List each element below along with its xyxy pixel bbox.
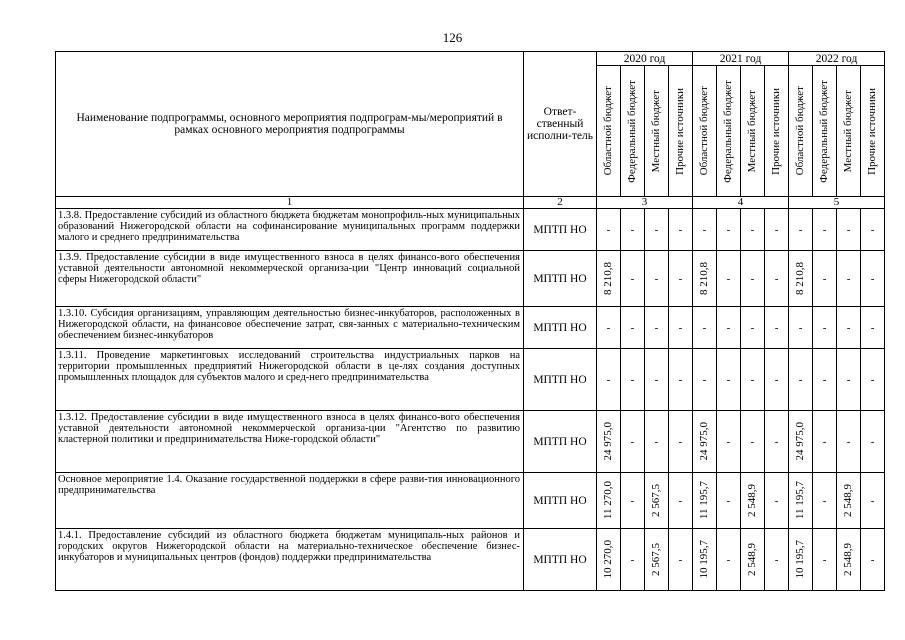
- budget-value-cell: [765, 349, 789, 411]
- column-number: 2: [524, 197, 597, 209]
- page-number: 126: [442, 30, 463, 45]
- budget-value-cell: [837, 529, 861, 591]
- executor-cell: МПТП НО: [524, 251, 597, 307]
- budget-value: -: [774, 321, 779, 334]
- budget-value-cell: [765, 251, 789, 307]
- budget-value: 11 195,7: [698, 481, 711, 520]
- budget-value: 24 975,0: [698, 422, 711, 461]
- budget-type-label: Федеральный бюджет: [722, 79, 735, 183]
- table-row: [56, 411, 885, 473]
- budget-value-cell: [765, 209, 789, 251]
- name-column-header: Наименование подпрограммы, основного мероприятия подпрограм-мы/мероприятий в рамках основного мероприятия подпрограммы: [56, 52, 524, 197]
- year-header-2021: 2021 год: [693, 52, 789, 66]
- budget-value: 8 210,8: [698, 262, 711, 295]
- budget-value-cell: [861, 209, 885, 251]
- budget-value-cell: [693, 411, 717, 473]
- budget-type-label: Местный бюджет: [746, 89, 759, 173]
- budget-value-cell: [789, 349, 813, 411]
- budget-value: -: [846, 321, 851, 334]
- budget-value-cell: [717, 529, 741, 591]
- table-row: [56, 529, 885, 591]
- budget-value: 10 270,0: [602, 540, 614, 579]
- budget-value: -: [846, 435, 851, 448]
- budget-value-cell: [837, 349, 861, 411]
- budget-value: -: [702, 223, 707, 236]
- budget-value: -: [654, 435, 659, 448]
- budget-value-cell: [621, 473, 645, 529]
- budget-value: -: [606, 321, 611, 334]
- budget-value-cell: [717, 411, 741, 473]
- budget-value-cell: [813, 473, 837, 529]
- budget-value: -: [870, 494, 875, 507]
- budget-value: 8 210,8: [602, 262, 614, 295]
- budget-value: -: [726, 223, 731, 236]
- budget-value-cell: [861, 307, 885, 349]
- budget-type-label: Местный бюджет: [650, 89, 662, 173]
- budget-type-label: Областной бюджет: [602, 86, 614, 176]
- table-row: [56, 251, 885, 307]
- budget-value: -: [846, 272, 851, 285]
- budget-value-cell: [765, 307, 789, 349]
- budget-value-cell: [669, 209, 693, 251]
- budget-value-cell: [765, 411, 789, 473]
- budget-value: -: [870, 435, 875, 448]
- column-number: 5: [789, 197, 885, 209]
- budget-value: -: [654, 272, 659, 285]
- budget-value: -: [870, 553, 875, 566]
- budget-value: -: [654, 223, 659, 236]
- budget-value-cell: [717, 209, 741, 251]
- budget-value-cell: [645, 209, 669, 251]
- budget-value-cell: [837, 209, 861, 251]
- budget-value: -: [822, 272, 827, 285]
- budget-value-cell: [837, 411, 861, 473]
- executor-column-header: Ответ-ственный исполни-тель: [524, 52, 597, 197]
- budget-value: 24 975,0: [602, 422, 614, 461]
- budget-value-cell: [621, 529, 645, 591]
- measure-name: 1.4.1. Предоставление субсидий из областного бюджета бюджетам муниципаль-ных районов и городских округов Нижегородской области на материально-техническое обеспечение бизнес-инкубаторов и муниципальных центров (фондов) поддержки предпринимательства: [56, 529, 524, 591]
- budget-value-cell: [645, 307, 669, 349]
- budget-value-cell: [813, 411, 837, 473]
- budget-value: 24 975,0: [794, 422, 807, 461]
- budget-value-cell: [741, 307, 765, 349]
- budget-value: 2 548,9: [746, 484, 759, 517]
- budget-value: -: [822, 321, 827, 334]
- budget-value: -: [822, 223, 827, 236]
- budget-value-cell: [693, 209, 717, 251]
- budget-value-cell: [645, 349, 669, 411]
- column-number: 1: [56, 197, 524, 209]
- budget-value-cell: [741, 251, 765, 307]
- budget-value-cell: [597, 529, 621, 591]
- budget-type-header: [669, 66, 693, 197]
- budget-value: 2 548,9: [842, 543, 855, 576]
- budget-value: -: [774, 272, 779, 285]
- budget-value: -: [726, 373, 731, 386]
- budget-value-cell: [669, 349, 693, 411]
- executor-cell: МПТП НО: [524, 349, 597, 411]
- budget-value: -: [654, 373, 659, 386]
- budget-value: 2 567,5: [650, 543, 662, 576]
- budget-value-cell: [789, 473, 813, 529]
- executor-cell: МПТП НО: [524, 473, 597, 529]
- budget-value: -: [630, 435, 635, 448]
- table-row: [56, 307, 885, 349]
- budget-value-cell: [789, 307, 813, 349]
- budget-type-header: [693, 66, 717, 197]
- budget-value-cell: [621, 411, 645, 473]
- budget-value: -: [750, 223, 755, 236]
- budget-value: -: [750, 272, 755, 285]
- budget-value-cell: [645, 473, 669, 529]
- budget-value: 10 195,7: [698, 540, 711, 579]
- budget-value: -: [846, 223, 851, 236]
- budget-value: -: [630, 494, 635, 507]
- budget-value: -: [678, 223, 683, 236]
- budget-value-cell: [669, 411, 693, 473]
- budget-value: -: [678, 435, 683, 448]
- budget-value: 8 210,8: [794, 262, 807, 295]
- measure-name: 1.3.8. Предоставление субсидий из областного бюджета бюджетам монопрофиль-ных муниципальных образований Нижегородской области на софинансирование муниципальных программ поддержки малого и среднего предпринимательства: [56, 209, 524, 251]
- budget-value-cell: [693, 349, 717, 411]
- budget-value: -: [750, 321, 755, 334]
- budget-value-cell: [741, 209, 765, 251]
- budget-value-cell: [741, 473, 765, 529]
- budget-value: -: [822, 553, 827, 566]
- budget-value-cell: [813, 307, 837, 349]
- budget-value: -: [678, 272, 683, 285]
- budget-value-cell: [645, 411, 669, 473]
- budget-value: -: [774, 435, 779, 448]
- budget-value-cell: [597, 251, 621, 307]
- budget-value: -: [798, 373, 803, 386]
- budget-value: -: [774, 373, 779, 386]
- budget-value: -: [726, 272, 731, 285]
- budget-value-cell: [861, 349, 885, 411]
- budget-value: 11 195,7: [794, 481, 807, 520]
- budget-value-cell: [861, 411, 885, 473]
- budget-type-header: [621, 66, 645, 197]
- budget-value-cell: [813, 251, 837, 307]
- budget-type-label: Прочие источники: [770, 87, 783, 175]
- budget-value-cell: [813, 349, 837, 411]
- column-number-row: [56, 197, 885, 209]
- budget-type-header: [837, 66, 861, 197]
- budget-value-cell: [669, 529, 693, 591]
- budget-value: -: [798, 223, 803, 236]
- budget-value: -: [726, 553, 731, 566]
- budget-type-header: [861, 66, 885, 197]
- budget-value-cell: [597, 349, 621, 411]
- budget-value-cell: [597, 209, 621, 251]
- budget-value: -: [630, 272, 635, 285]
- budget-value: -: [726, 494, 731, 507]
- budget-value-cell: [861, 251, 885, 307]
- column-number: 3: [597, 197, 693, 209]
- budget-value: -: [630, 223, 635, 236]
- measure-name: Основное мероприятие 1.4. Оказание государственной поддержки в сфере разви-тия инновационного предпринимательства: [56, 473, 524, 529]
- budget-type-header: [717, 66, 741, 197]
- budget-value-cell: [789, 411, 813, 473]
- budget-value: 10 195,7: [794, 540, 807, 579]
- budget-value-cell: [597, 473, 621, 529]
- budget-value: 2 548,9: [842, 484, 855, 517]
- budget-value: 2 567,5: [650, 484, 662, 517]
- budget-value: -: [678, 373, 683, 386]
- budget-value-cell: [861, 473, 885, 529]
- budget-value: -: [870, 223, 875, 236]
- measure-name: 1.3.12. Предоставление субсидии в виде имущественного взноса в целях финансо-вого обеспечения уставной деятельности автономной некоммерческой организа-ции "Агентство по развитию кластерной политики и предпринимательства Ниже-городской области": [56, 411, 524, 473]
- budget-value-cell: [597, 411, 621, 473]
- budget-value-cell: [789, 251, 813, 307]
- budget-value-cell: [861, 529, 885, 591]
- budget-value-cell: [837, 473, 861, 529]
- budget-value-cell: [837, 251, 861, 307]
- budget-value-cell: [741, 529, 765, 591]
- budget-value-cell: [813, 209, 837, 251]
- budget-type-header: [741, 66, 765, 197]
- budget-value-cell: [717, 251, 741, 307]
- budget-type-label: Областной бюджет: [698, 86, 711, 176]
- budget-value: -: [846, 373, 851, 386]
- budget-value: -: [678, 494, 683, 507]
- budget-type-label: Прочие источники: [866, 87, 879, 175]
- budget-value-cell: [789, 209, 813, 251]
- budget-type-header: [765, 66, 789, 197]
- column-number: 4: [693, 197, 789, 209]
- executor-cell: МПТП НО: [524, 209, 597, 251]
- budget-type-label: Федеральный бюджет: [626, 79, 638, 183]
- budget-value-cell: [693, 251, 717, 307]
- budget-value-cell: [741, 349, 765, 411]
- executor-cell: МПТП НО: [524, 411, 597, 473]
- budget-type-header: [813, 66, 837, 197]
- budget-value: 11 270,0: [602, 481, 614, 520]
- budget-type-label: Федеральный бюджет: [818, 79, 831, 183]
- table-body: [56, 209, 885, 591]
- budget-value: -: [726, 435, 731, 448]
- budget-value: -: [822, 373, 827, 386]
- budget-value-cell: [693, 473, 717, 529]
- measure-name: 1.3.11. Проведение маркетинговых исследований строительства индустриальных парков на территории промышленных предприятий Нижегородской области в це-лях создания доступных промышленных площадок для субъектов малого и сред-него предпринимательства: [56, 349, 524, 411]
- budget-value: -: [774, 223, 779, 236]
- measure-name: 1.3.9. Предоставление субсидии в виде имущественного взноса в целях финансо-вого обеспечения уставной деятельности автономной некоммерческой организа-ции "Центр инноваций социальной сферы Нижегородской области": [56, 251, 524, 307]
- budget-table: [55, 51, 885, 591]
- budget-value: -: [822, 435, 827, 448]
- budget-value: -: [774, 494, 779, 507]
- budget-value: -: [870, 321, 875, 334]
- table-row: [56, 473, 885, 529]
- budget-value-cell: [621, 251, 645, 307]
- budget-value: -: [630, 321, 635, 334]
- budget-value-cell: [741, 411, 765, 473]
- budget-type-header: [645, 66, 669, 197]
- budget-value: -: [798, 321, 803, 334]
- budget-value: -: [678, 321, 683, 334]
- budget-value: -: [630, 553, 635, 566]
- budget-value: -: [750, 435, 755, 448]
- budget-value: -: [870, 373, 875, 386]
- table-row: [56, 349, 885, 411]
- budget-value-cell: [669, 473, 693, 529]
- budget-value: -: [606, 373, 611, 386]
- budget-value-cell: [765, 473, 789, 529]
- year-header-2022: 2022 год: [789, 52, 885, 66]
- budget-value-cell: [597, 307, 621, 349]
- budget-value: -: [750, 373, 755, 386]
- budget-value-cell: [693, 529, 717, 591]
- budget-value: -: [702, 321, 707, 334]
- budget-value-cell: [717, 307, 741, 349]
- table-row: [56, 209, 885, 251]
- budget-type-header: [597, 66, 621, 197]
- budget-value-cell: [837, 307, 861, 349]
- budget-value-cell: [789, 529, 813, 591]
- measure-name: 1.3.10. Субсидия организациям, управляющим деятельностью бизнес-инкубаторов, расположенных в Нижегородской области, на финансовое обеспечение затрат, свя-занных с материально-техническим обеспечением бизнес-инкубаторов: [56, 307, 524, 349]
- budget-value-cell: [645, 529, 669, 591]
- budget-value: -: [726, 321, 731, 334]
- budget-value-cell: [717, 349, 741, 411]
- budget-value-cell: [765, 529, 789, 591]
- budget-value: -: [870, 272, 875, 285]
- budget-value: -: [606, 223, 611, 236]
- budget-value: -: [654, 321, 659, 334]
- budget-type-header: [789, 66, 813, 197]
- budget-value-cell: [645, 251, 669, 307]
- budget-value: -: [630, 373, 635, 386]
- budget-type-label: Областной бюджет: [794, 86, 807, 176]
- year-header-2020: 2020 год: [597, 52, 693, 66]
- budget-value: 2 548,9: [746, 543, 759, 576]
- budget-value-cell: [621, 349, 645, 411]
- budget-value-cell: [693, 307, 717, 349]
- budget-value: -: [678, 553, 683, 566]
- budget-value-cell: [621, 307, 645, 349]
- budget-value-cell: [717, 473, 741, 529]
- budget-value-cell: [813, 529, 837, 591]
- budget-value: -: [774, 553, 779, 566]
- executor-cell: МПТП НО: [524, 307, 597, 349]
- budget-value: -: [702, 373, 707, 386]
- budget-value-cell: [669, 307, 693, 349]
- budget-value-cell: [669, 251, 693, 307]
- budget-value-cell: [621, 209, 645, 251]
- executor-cell: МПТП НО: [524, 529, 597, 591]
- budget-type-label: Местный бюджет: [842, 89, 855, 173]
- budget-type-label: Прочие источники: [674, 87, 686, 175]
- budget-value: -: [822, 494, 827, 507]
